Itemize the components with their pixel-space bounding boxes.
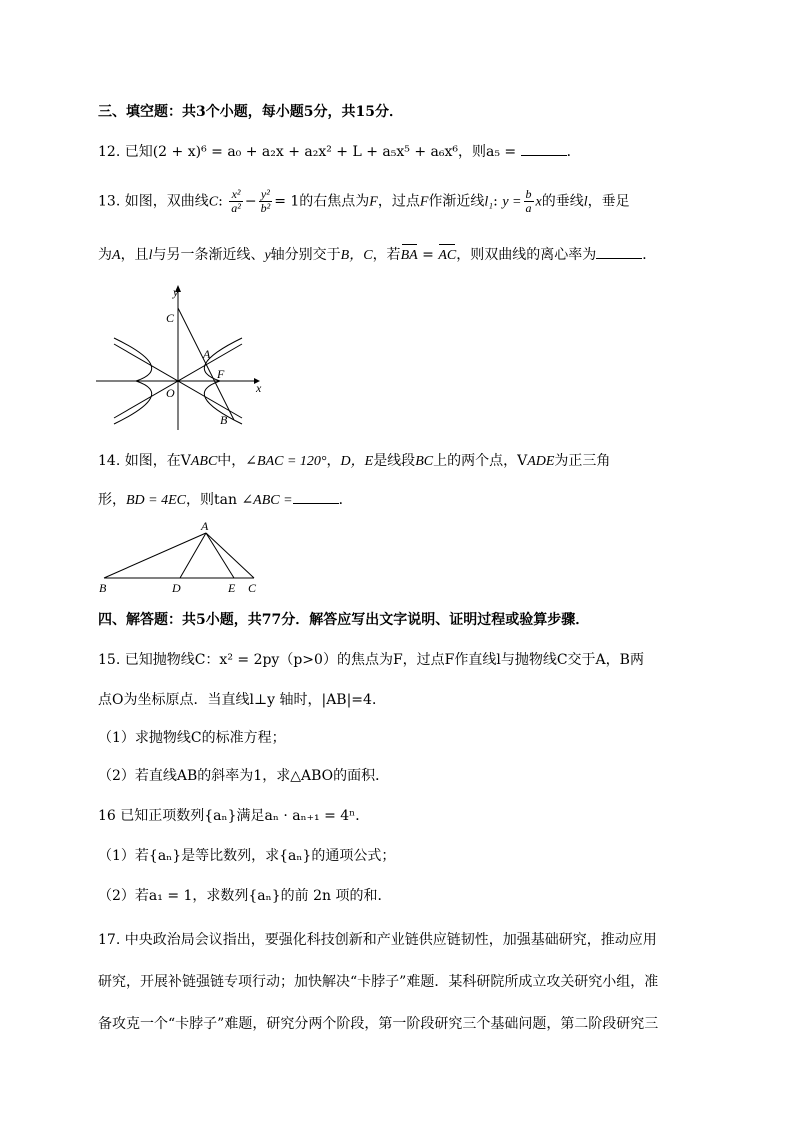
question-17-line-3: 备攻克一个“卡脖子”难题，研究分两个阶段，第一阶段研究三个基础问题，第二阶段研究三 (98, 1016, 659, 1032)
question-17-line-1: 17. 中央政治局会议指出，要强化科技创新和产业链供应链韧性，加强基础研究，推动应用 (98, 932, 657, 948)
label-c: C (166, 311, 175, 325)
question-12-number: 12. (98, 144, 121, 160)
symbol: x (535, 194, 542, 210)
symbol: A (112, 248, 121, 263)
question-14-line-2 (98, 489, 353, 511)
text: 是线段 (373, 453, 416, 469)
text: 为 (98, 247, 112, 263)
question-15-line-2: 点O为坐标原点．当直线l⊥y 轴时，|AB|=4． (98, 692, 386, 708)
text: 为正三角 (554, 453, 611, 469)
text: 如图，在 (124, 453, 181, 469)
symbol: BD = 4EC (126, 493, 186, 508)
text: 如图，双曲线 (124, 193, 209, 210)
symbol: y = (502, 194, 522, 210)
question-17-line-2: 研究，开展补链强链专项行动；加快解决“卡脖子”难题．某科研院所成立攻关研究小组，准 (98, 974, 659, 990)
label-o: O (166, 386, 175, 400)
text: ，过点 (377, 193, 420, 210)
text: 的垂线 (541, 193, 584, 210)
text: 形， (98, 492, 126, 508)
symbol: ABC (190, 454, 218, 469)
denominator: a² (231, 201, 241, 215)
vector-ac: AC (438, 246, 456, 266)
period: ． (338, 492, 353, 508)
symbol: V (517, 453, 528, 469)
question-13-line-1: 13. 如图，双曲线C: $\frac{\text{x²}}{\text{a²}}$ − $\frac{\text{y²}}{\text{b²}}$ = 1的右焦点为F，过点F作渐近线l₁: y = $\frac{b}{a}$ x的垂线l，垂足 (98, 187, 630, 215)
answer-blank (521, 141, 567, 156)
section-4-heading: 四、解答题：共5小题，共77分．解答应写出文字说明、证明过程或验算步骤． (98, 612, 590, 628)
line-l (178, 308, 234, 420)
fraction-x2-a2 (229, 188, 243, 215)
text: ， (326, 453, 341, 469)
label-a: A (201, 519, 209, 533)
text: ，则tan ∠ (186, 492, 254, 508)
text: ，垂足 (587, 193, 630, 210)
label-b: B (220, 413, 228, 427)
symbol: l₁ (484, 194, 494, 210)
question-12-text: 已知(2 + x)⁶ = a₀ + a₂x + a₂x² + L + a₅x⁵ + a₆x⁶，则a₅ = (124, 144, 517, 160)
symbol: C (208, 194, 219, 210)
question-12 (98, 141, 581, 162)
denominator: a (525, 201, 532, 215)
section-3-heading: 三、填空题：共3个小题，每小题5分，共15分． (98, 104, 403, 120)
segment-ad (180, 533, 206, 578)
segment-ab (104, 533, 206, 578)
question-15-part-2: （2）若直线AB的斜率为1，求△ABO的面积． (98, 768, 390, 784)
text: = (417, 247, 439, 263)
fraction-y2-b2 (259, 188, 273, 215)
question-16-part-1: （1）若{aₙ}是等比数列，求{aₙ}的通项公式； (98, 848, 396, 864)
text: 作渐近线 (428, 193, 485, 210)
numerator: b (525, 187, 532, 201)
question-13-number: 13. (98, 193, 121, 210)
vector-ba: BA (401, 246, 418, 266)
fraction-b-a (524, 188, 534, 215)
text: ，且 (120, 247, 149, 263)
symbol: V (180, 453, 191, 469)
answer-blank (596, 244, 642, 259)
symbol: BC (415, 454, 434, 469)
symbol: B，C (340, 248, 373, 263)
text: ，若 (372, 247, 401, 263)
text: 与另一条渐近线、 (152, 247, 265, 263)
denominator: b² (260, 201, 271, 215)
text: ，则双曲线的离心率为 (456, 247, 597, 263)
symbol: : (218, 193, 223, 210)
question-13-line-2 (98, 244, 656, 266)
numerator: x² (229, 188, 243, 202)
question-14-line-1 (98, 451, 610, 472)
answer-blank (293, 489, 339, 504)
symbol: F (419, 194, 429, 210)
question-14-number: 14. (98, 453, 121, 469)
period: ． (566, 144, 581, 160)
text: 上的两个点， (433, 453, 518, 469)
label-c: C (248, 581, 257, 595)
label-b: B (99, 581, 107, 595)
period: ． (642, 247, 657, 263)
text: = 1 (274, 193, 300, 210)
triangle-figure (96, 518, 266, 598)
label-d: D (172, 581, 181, 595)
symbol: l (148, 248, 153, 263)
label-a: A (203, 347, 211, 361)
label-y: y (173, 285, 179, 299)
numerator: y² (259, 188, 273, 202)
question-15-line-1: 15. 已知抛物线C：x² = 2py（p>0）的焦点为F，过点F作直线l与抛物线C交于A，B两 (98, 652, 644, 668)
symbol: F (369, 194, 378, 210)
symbol: y (264, 248, 271, 263)
symbol: D，E (340, 454, 374, 469)
question-16-line-1: 16 已知正项数列{aₙ}满足aₙ · aₙ₊₁ = 4ⁿ． (98, 808, 370, 824)
symbol: ∠BAC = 120° (245, 454, 327, 469)
label-e: E (228, 581, 236, 595)
question-16-part-2: （2）若a₁ = 1，求数列{aₙ}的前 2n 项的和． (98, 888, 392, 904)
text: 的右焦点为 (299, 193, 370, 210)
question-15-part-1: （1）求抛物线C的标准方程； (98, 730, 286, 746)
text: 轴分别交于 (270, 247, 341, 263)
symbol: l (583, 194, 588, 210)
symbol: ADE (527, 454, 555, 469)
text: 中， (217, 453, 246, 469)
label-f: F (217, 367, 225, 381)
hyperbola-figure (96, 282, 266, 432)
symbol: ABC = (253, 493, 293, 508)
label-x: x (256, 381, 262, 395)
